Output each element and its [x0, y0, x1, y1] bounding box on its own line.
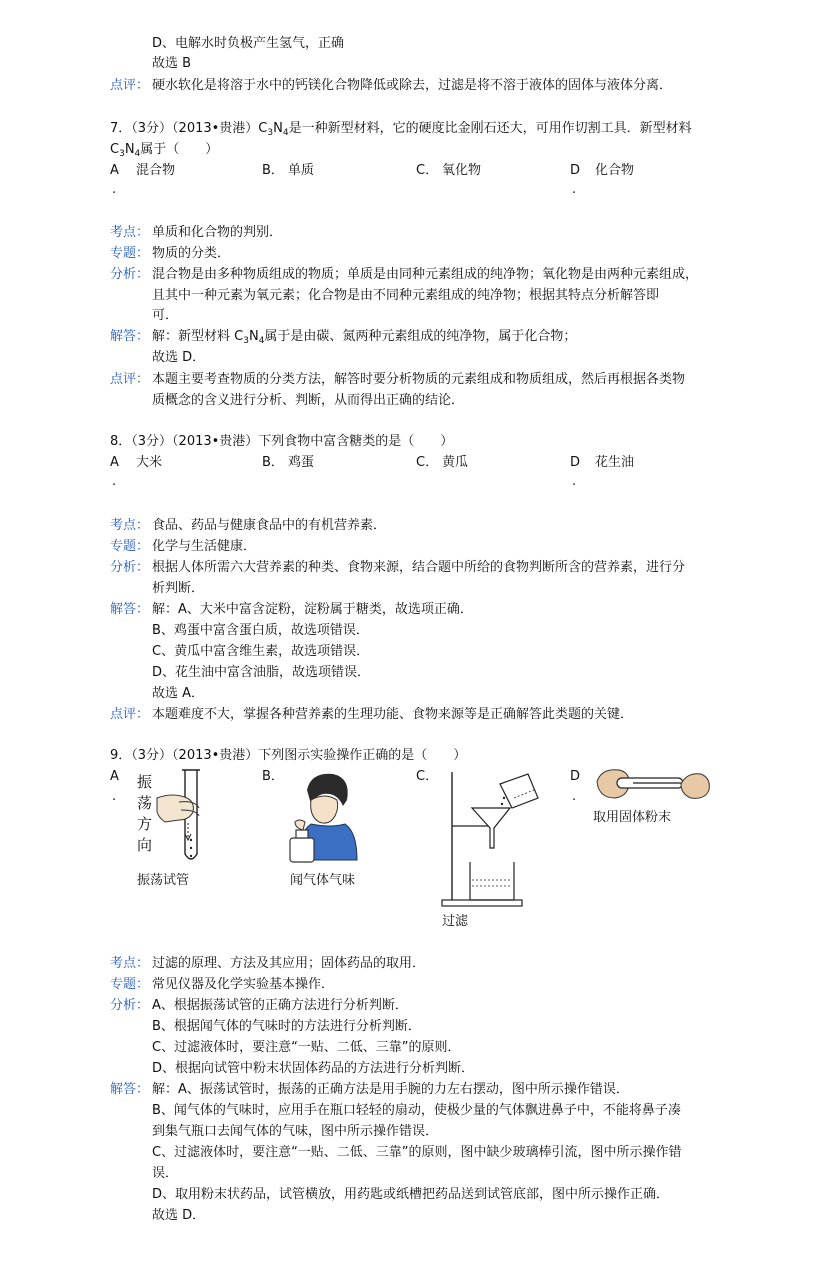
q7-option-c: 氧化物: [442, 163, 482, 178]
q9-jieda-label: 解答：: [110, 1082, 150, 1097]
q8-fenxi-line: 根据人体所需六大营养素的种类、食物来源，结合题中所给的食物判断所含的营养素，进行分: [152, 560, 686, 575]
q7-kaodian: 单质和化合物的判别．: [152, 225, 283, 240]
q8-option-a-dot: .: [112, 474, 117, 489]
q7-option-d: 化合物: [595, 163, 635, 178]
q9-stem: 9．（3分）（2013•贵港）下列图示实验操作正确的是（ ）: [110, 748, 467, 763]
q8-jieda-label: 解答：: [110, 602, 150, 617]
q9-option-d-dot: .: [572, 789, 577, 804]
q8-fenxi-line: 析判断．: [152, 581, 205, 596]
q8-kaodian: 食品、药品与健康食品中的有机营养素．: [152, 518, 387, 533]
q9-fenxi-label: 分析：: [110, 998, 150, 1013]
q9-jieda-line: 解：A、振荡试管时，振荡的正确方法是用手腕的力左右摆动，图中所示操作错误．: [152, 1082, 629, 1097]
q9-jieda-line: 误．: [152, 1166, 179, 1181]
q7-jieda-line: 解：新型材料 $C_3N_4$属于是由碳、氮两种元素组成的纯净物，属于化合物；: [152, 329, 577, 346]
q7-option-d-dot: .: [572, 182, 577, 197]
q9-option-a-dot: .: [112, 789, 117, 804]
q7-option-d-letter: D: [570, 163, 581, 178]
q9-option-b-letter: B．: [262, 769, 284, 784]
q8-jieda-line: 解：A、大米中富含淀粉，淀粉属于糖类，故选项正确．: [152, 602, 473, 617]
q7-option-a: 混合物: [136, 163, 176, 178]
q7-fenxi-line: 混合物是由多种物质组成的物质；单质是由同种元素组成的纯净物；氧化物是由两种元素组成，: [152, 267, 699, 282]
q8-option-a: 大米: [136, 455, 163, 470]
q8-zhuanti: 化学与生活健康．: [152, 539, 257, 554]
q8-zhuanti-label: 专题：: [110, 539, 150, 554]
fig-c-caption: 过滤: [442, 914, 469, 929]
q7-dianping-line: 质概念的含义进行分析、判断，从而得出正确的结论．: [152, 393, 465, 408]
q8-option-a-letter: A: [110, 455, 119, 470]
q8-option-d: 花生油: [595, 455, 635, 470]
q8-option-b: 鸡蛋: [288, 455, 315, 470]
q7-dianping-line: 本题主要考查物质的分类方法，解答时要分析物质的元素组成和物质组成，然后再根据各类物: [152, 372, 686, 387]
q9-fenxi-line: B、根据闻气体的气味时的方法进行分析判断．: [152, 1019, 421, 1034]
q9-kaodian: 过滤的原理、方法及其应用；固体药品的取用．: [152, 956, 426, 971]
q7-stem-line2: $C_3N_4$属于（ ）: [110, 142, 219, 159]
q9-zhuanti: 常见仪器及化学实验基本操作．: [152, 977, 335, 992]
q7-option-b-letter: B．: [262, 163, 284, 178]
q8-kaodian-label: 考点：: [110, 518, 150, 533]
q7-jieda-choice: 故选 D．: [152, 350, 206, 365]
q9-fenxi-line: D、根据向试管中粉末状固体药品的方法进行分析判断．: [152, 1061, 475, 1076]
q8-option-c-letter: C．: [416, 455, 439, 470]
q9-fenxi-line: C、过滤液体时，要注意“一贴、二低、三靠”的原则．: [152, 1040, 461, 1055]
q7-dianping-label: 点评：: [110, 372, 150, 387]
q8-fenxi-label: 分析：: [110, 560, 150, 575]
q8-jieda-choice: 故选 A．: [152, 686, 205, 701]
q8-dianping: 本题难度不大，掌握各种营养素的生理功能、食物来源等是正确解答此类题的关键．: [152, 707, 634, 722]
q7-option-a-letter: A: [110, 163, 119, 178]
prev-comment: 硬水软化是将溶于水中的钙镁化合物降低或除去，过滤是将不溶于液体的固体与液体分离．: [152, 78, 673, 93]
smelling-gas-figure: [285, 770, 365, 865]
fig-b-caption: 闻气体气味: [290, 873, 356, 888]
shaking-tube-figure: [155, 768, 215, 868]
q8-jieda-line: B、鸡蛋中富含蛋白质，故选项错误．: [152, 623, 369, 638]
fig-d-caption: 取用固体粉末: [593, 810, 672, 825]
q8-option-d-letter: D: [570, 455, 581, 470]
q9-option-d-letter: D: [570, 769, 581, 784]
q8-option-d-dot: .: [572, 474, 577, 489]
q9-kaodian-label: 考点：: [110, 956, 150, 971]
q9-jieda-choice: 故选 D．: [152, 1208, 206, 1223]
q7-option-c-letter: C．: [416, 163, 439, 178]
q7-zhuanti: 物质的分类．: [152, 246, 231, 261]
q8-jieda-line: D、花生油中富含油脂，故选项错误．: [152, 665, 371, 680]
q8-option-b-letter: B．: [262, 455, 284, 470]
powder-figure: [593, 764, 713, 806]
q8-dianping-label: 点评：: [110, 707, 150, 722]
q8-stem: 8．（3分）（2013•贵港）下列食物中富含糖类的是（ ）: [110, 434, 454, 449]
q9-jieda-line: D、取用粉末状药品，试管横放，用药匙或纸槽把药品送到试管底部，图中所示操作正确．: [152, 1187, 670, 1202]
prev-comment-label: 点评：: [110, 78, 150, 93]
q7-jieda-label: 解答：: [110, 329, 150, 344]
fig-a-caption: 振荡试管: [137, 873, 190, 888]
prev-answer-line: D、电解水时负极产生氢气，正确: [152, 36, 345, 51]
q9-jieda-line: 到集气瓶口去闻气体的气味，图中所示操作错误．: [152, 1124, 439, 1139]
q9-zhuanti-label: 专题：: [110, 977, 150, 992]
q7-option-b: 单质: [288, 163, 315, 178]
q7-stem-line1: 7．（3分）（2013•贵港）$C_3N_4$是一种新型材料，它的硬度比金刚石还大，可用作切割工具．新型材料: [110, 121, 692, 138]
prev-answer-choice: 故选 B: [152, 56, 192, 71]
q8-jieda-line: C、黄瓜中富含维生素，故选项错误．: [152, 644, 370, 659]
q9-jieda-line: C、过滤液体时，要注意“一贴、二低、三靠”的原则，图中缺少玻璃棒引流，图中所示操作错: [152, 1145, 682, 1160]
q9-jieda-line: B、闻气体的气味时，应用手在瓶口轻轻的扇动，使极少量的气体飘进鼻子中，不能将鼻子凑: [152, 1103, 681, 1118]
q7-fenxi-label: 分析：: [110, 267, 150, 282]
q8-option-c: 黄瓜: [442, 455, 469, 470]
q7-kaodian-label: 考点：: [110, 225, 150, 240]
q9-fenxi-line: A、根据振荡试管的正确方法进行分析判断．: [152, 998, 408, 1013]
q7-fenxi-line: 且其中一种元素为氧元素；化合物是由不同种元素组成的纯净物；根据其特点分析解答即: [152, 288, 660, 303]
q7-option-a-dot: .: [112, 182, 117, 197]
filtration-figure: [440, 768, 550, 908]
q7-zhuanti-label: 专题：: [110, 246, 150, 261]
q7-fenxi-line: 可．: [152, 308, 179, 323]
fig-a-direction-label: 振 荡 方 向: [137, 773, 153, 854]
q9-option-c-letter: C．: [416, 769, 439, 784]
q9-option-a-letter: A: [110, 769, 119, 784]
